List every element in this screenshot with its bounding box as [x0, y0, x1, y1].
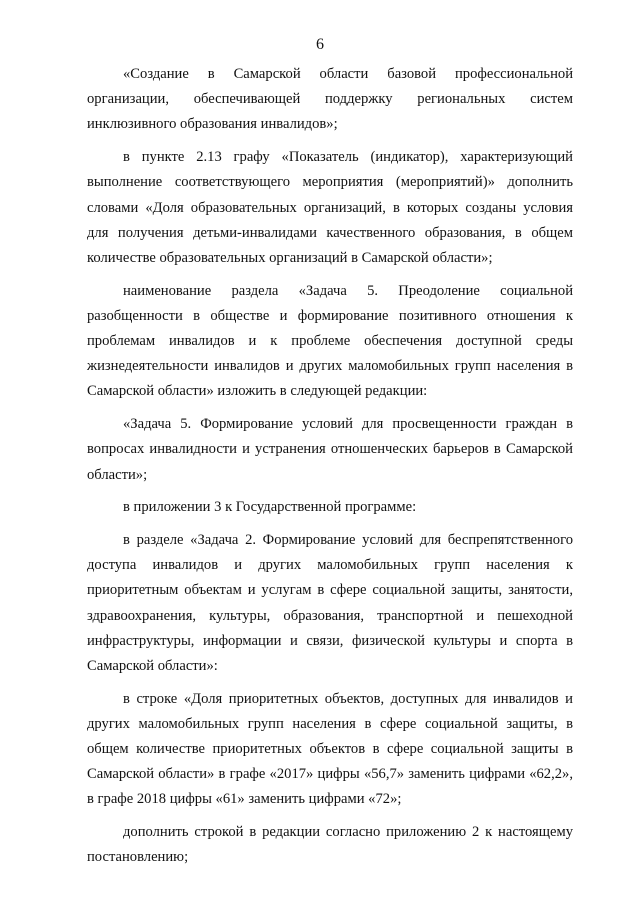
paragraph-2: в пункте 2.13 графу «Показатель (индикатор), характеризующий выполнение соответствующего мероприятия (мероприятий)» дополнить словами «Доля образовательных организаций, в которых созданы условия для получения детьми-инвалидами качественного образования, в общем количестве образовательных организаций в Самарской области»;	[87, 149, 573, 266]
paragraph-7: в строке «Доля приоритетных объектов, доступных для инвалидов и других маломобильных групп населения в сфере социальной защиты, в общем количестве приоритетных объектов в сфере социальной защиты в Самарской области» в графе «2017» цифры «56,7» заменить цифрами «62,2», в графе 2018 цифры «61» заменить цифрами «72»;	[87, 690, 573, 808]
page-number: 6	[316, 36, 324, 53]
paragraph-8: дополнить строкой в редакции согласно приложению 2 к настоящему постановлению;	[87, 824, 573, 866]
paragraph-5: в приложении 3 к Государственной программе:	[123, 499, 417, 516]
paragraph-4: «Задача 5. Формирование условий для просвещенности граждан в вопросах инвалидности и устранения отношенческих барьеров в Самарской области»;	[87, 416, 573, 483]
paragraph-3: наименование раздела «Задача 5. Преодоление социальной разобщенности в обществе и формирование позитивного отношения к проблемам инвалидов и к проблеме обеспечения доступной среды жизнедеятельности инвалидов и других маломобильных групп населения в Самарской области» изложить в следующей редакции:	[87, 282, 573, 400]
paragraph-6: в разделе «Задача 2. Формирование условий для беспрепятственного доступа инвалидов и других маломобильных групп населения к приоритетным объектам и услугам в сфере социальной защиты, занятости, здравоохранения, культуры, образования, транспортной и пешеходной инфраструктуры, информации и связи, физической культуры и спорта в Самарской области»:	[87, 531, 573, 674]
paragraph-1: «Создание в Самарской области базовой профессиональной организации, обеспечивающей поддержку региональных систем инклюзивного образования инвалидов»;	[87, 66, 573, 133]
document-body	[87, 62, 573, 871]
